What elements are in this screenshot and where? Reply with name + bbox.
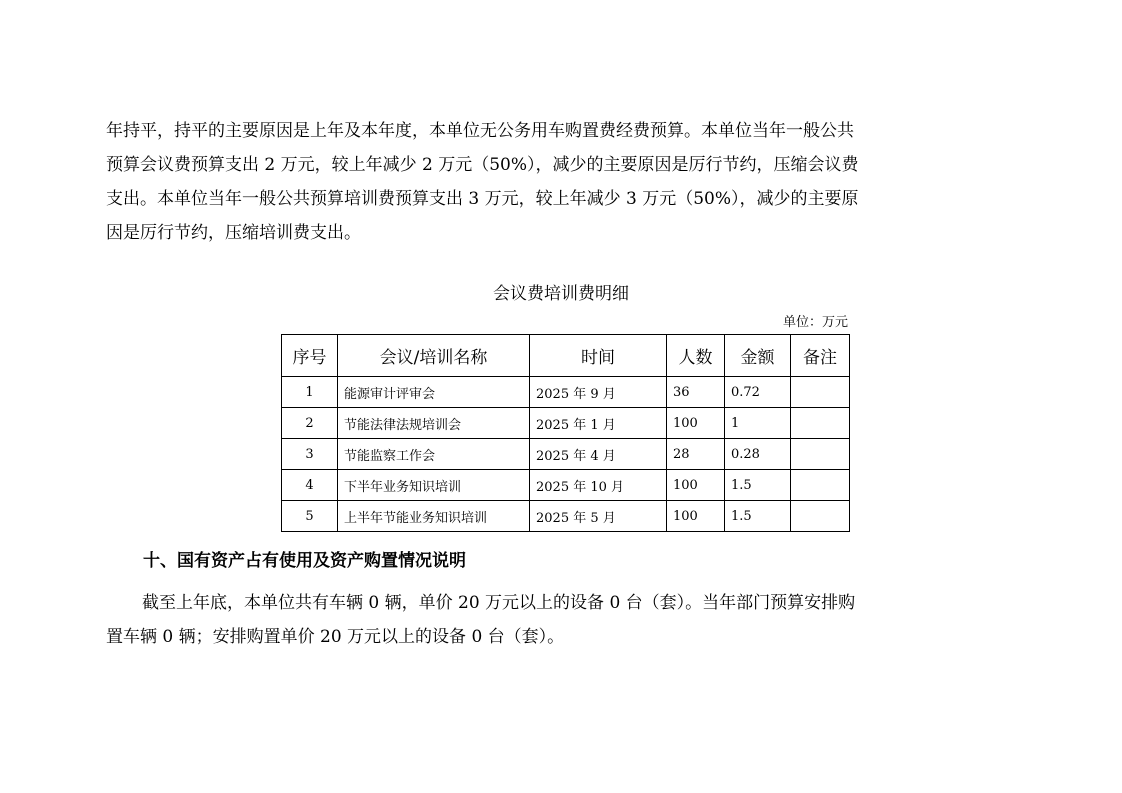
meeting-training-table — [281, 334, 850, 532]
cell-serial: 2 — [282, 408, 338, 439]
cell-name: 节能法律法规培训会 — [338, 408, 530, 439]
paragraph-line: 预算会议费预算支出 2 万元，较上年减少 2 万元（50%），减少的主要原因是厉行节约，压缩会议费 — [106, 155, 859, 175]
cell-amount: 1.5 — [725, 501, 791, 532]
header-count: 人数 — [667, 335, 725, 377]
table-row — [282, 408, 850, 439]
cell-remark — [791, 501, 850, 532]
cell-amount: 0.28 — [725, 439, 791, 470]
cell-name: 下半年业务知识培训 — [338, 470, 530, 501]
cell-remark — [791, 408, 850, 439]
cell-remark — [791, 439, 850, 470]
cell-serial: 3 — [282, 439, 338, 470]
assets-paragraph — [106, 586, 1026, 654]
cell-remark — [791, 377, 850, 408]
paragraph-line: 截至上年底，本单位共有车辆 0 辆，单价 20 万元以上的设备 0 台（套）。当年部门预算安排购 — [142, 593, 856, 613]
paragraph-line: 年持平，持平的主要原因是上年及本年度，本单位无公务用车购置费经费预算。本单位当年一般公共 — [106, 121, 854, 141]
cell-amount: 1.5 — [725, 470, 791, 501]
header-amount: 金额 — [725, 335, 791, 377]
cell-time: 2025 年 1 月 — [530, 408, 667, 439]
cell-count: 36 — [667, 377, 725, 408]
table-title: 会议费培训费明细 — [493, 284, 629, 304]
cell-amount: 0.72 — [725, 377, 791, 408]
header-time: 时间 — [530, 335, 667, 377]
cell-amount: 1 — [725, 408, 791, 439]
cell-name: 能源审计评审会 — [338, 377, 530, 408]
cell-time: 2025 年 5 月 — [530, 501, 667, 532]
cell-remark — [791, 470, 850, 501]
cell-count: 28 — [667, 439, 725, 470]
paragraph-line: 置车辆 0 辆；安排购置单价 20 万元以上的设备 0 台（套）。 — [106, 627, 565, 647]
table-row — [282, 439, 850, 470]
table-unit: 单位：万元 — [782, 315, 848, 330]
cell-time: 2025 年 10 月 — [530, 470, 667, 501]
cell-serial: 5 — [282, 501, 338, 532]
cell-time: 2025 年 4 月 — [530, 439, 667, 470]
cell-count: 100 — [667, 408, 725, 439]
table-row — [282, 377, 850, 408]
section-heading: 十、国有资产占有使用及资产购置情况说明 — [143, 551, 466, 571]
table-row — [282, 501, 850, 532]
cell-count: 100 — [667, 470, 725, 501]
cell-name: 节能监察工作会 — [338, 439, 530, 470]
paragraph-line: 因是厉行节约，压缩培训费支出。 — [106, 223, 361, 243]
budget-paragraph — [106, 114, 1026, 250]
header-remark: 备注 — [791, 335, 850, 377]
table-header-row — [282, 335, 850, 377]
cell-serial: 1 — [282, 377, 338, 408]
cell-serial: 4 — [282, 470, 338, 501]
header-serial: 序号 — [282, 335, 338, 377]
cell-time: 2025 年 9 月 — [530, 377, 667, 408]
paragraph-line: 支出。本单位当年一般公共预算培训费预算支出 3 万元，较上年减少 3 万元（50%），减少的主要原 — [106, 189, 859, 209]
table-row — [282, 470, 850, 501]
header-name: 会议/培训名称 — [338, 335, 530, 377]
cell-count: 100 — [667, 501, 725, 532]
cell-name: 上半年节能业务知识培训 — [338, 501, 530, 532]
